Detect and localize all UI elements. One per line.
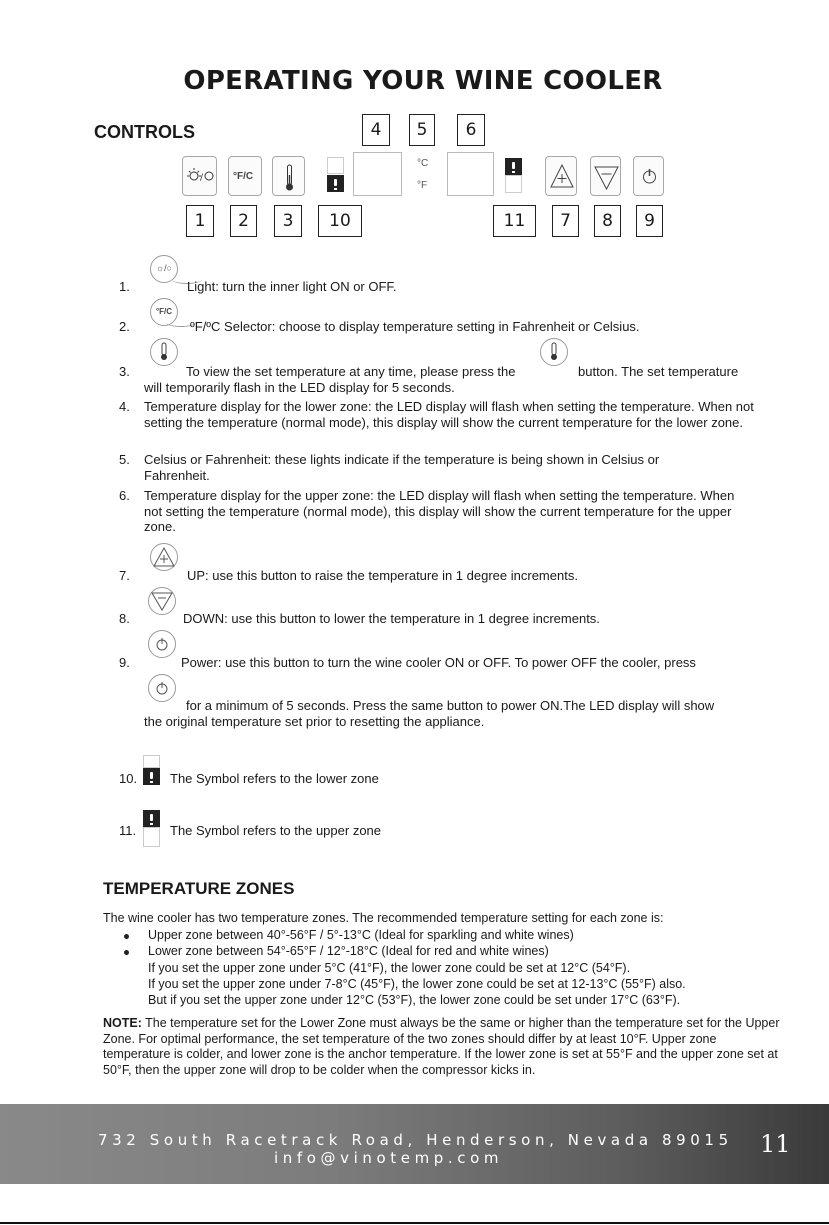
zones-subline-1: If you set the upper zone under 5°C (41°F), the lower zone could be set at 12°C (54°F). — [148, 961, 631, 975]
callout-11: 11 — [493, 205, 536, 237]
fc-selector-icon: °F/C — [233, 171, 254, 182]
item-8-text: DOWN: use this button to lower the temperature in 1 degree increments. — [183, 611, 600, 626]
item-8-number: 8. — [119, 611, 130, 626]
callout-7: 7 — [552, 205, 579, 237]
callout-3: 3 — [274, 205, 302, 237]
zones-note — [103, 1016, 783, 1078]
view-temperature-button[interactable] — [272, 156, 305, 196]
zones-subline-2: If you set the upper zone under 7-8°C (45°F), the lower zone could be set at 12-13°C (55°F) also. — [148, 977, 686, 991]
item-5-text: Celsius or Fahrenheit: these lights indicate if the temperature is being shown in Celsius or Fahrenheit. — [144, 452, 660, 483]
zones-bullet-2: Lower zone between 54°-65°F / 12°-18°C (Ideal for red and white wines) — [148, 944, 549, 958]
lower-zone-display — [353, 152, 402, 196]
callout-6: 6 — [457, 114, 485, 146]
footer-email: info@vinotemp.com — [274, 1149, 504, 1167]
page-number: 11 — [760, 1130, 791, 1158]
upper-zone-indicator-bottom — [505, 175, 522, 193]
bullet-dot — [124, 934, 129, 939]
power-icon — [634, 157, 665, 197]
callout-10: 10 — [318, 205, 362, 237]
item-11-text: The Symbol refers to the upper zone — [170, 823, 382, 838]
thermometer-icon — [150, 338, 178, 366]
fc-selector-button[interactable] — [228, 156, 262, 196]
item-9-number: 9. — [119, 655, 130, 670]
callout-1: 1 — [186, 205, 214, 237]
lower-zone-indicator-top — [327, 157, 344, 174]
fc-selector-icon: °F/C — [150, 298, 178, 326]
up-arrow-icon — [546, 157, 578, 197]
item-9-text-cont: for a minimum of 5 seconds. Press the same button to power ON.The LED display will show — [186, 698, 715, 713]
bottom-rule — [0, 1222, 829, 1224]
item-2-number: 2. — [119, 319, 130, 334]
note-label: NOTE: — [103, 1016, 142, 1030]
callout-9: 9 — [636, 205, 663, 237]
item-9-text: Power: use this button to turn the wine cooler ON or OFF. To power OFF the cooler, press — [181, 655, 696, 670]
item-4-text: Temperature display for the lower zone: the LED display will flash when setting the temperature. When not setting the temperature (normal mode), this display will show the current temperature for the lower zone. — [144, 399, 754, 430]
lower-zone-icon — [143, 768, 160, 785]
footer-address: 732 South Racetrack Road, Henderson, Nevada 89015 — [98, 1131, 733, 1149]
item-6-text: Temperature display for the upper zone: the LED display will flash when setting the temperature. When not setting the temperature (normal mode), this display will show the current temperature for the upper zone. — [144, 488, 735, 534]
power-icon — [148, 630, 176, 658]
fahrenheit-indicator: °F — [417, 180, 428, 191]
down-arrow-icon — [591, 157, 622, 197]
temperature-zones-heading: TEMPERATURE ZONES — [103, 879, 295, 898]
item-10-number: 10. — [119, 771, 138, 786]
item-1-number: 1. — [119, 279, 130, 294]
zones-intro: The wine cooler has two temperature zones. The recommended temperature setting for each zone is: — [103, 911, 664, 925]
item-6-number: 6. — [119, 488, 130, 503]
item-3-text-cont: button. The set temperature — [578, 364, 739, 379]
item-5-number: 5. — [119, 452, 130, 467]
light-button[interactable] — [182, 156, 217, 196]
item-10-text: The Symbol refers to the lower zone — [170, 771, 379, 786]
callout-4: 4 — [362, 114, 390, 146]
item-3-number: 3. — [119, 364, 130, 379]
item-2-text: ºF/ºC Selector: choose to display temperature setting in Fahrenheit or Celsius. — [190, 319, 640, 334]
item-4-number: 4. — [119, 399, 130, 414]
item-11-number: 11. — [119, 823, 137, 838]
item-3-text-line2: will temporarily flash in the LED display for 5 seconds. — [144, 380, 455, 395]
callout-5: 5 — [409, 114, 435, 146]
up-arrow-icon — [150, 543, 178, 571]
item-9-text-line2: the original temperature set prior to resetting the appliance. — [144, 714, 485, 729]
zones-bullet-1: Upper zone between 40°-56°F / 5°-13°C (Ideal for sparkling and white wines) — [148, 928, 574, 942]
thermometer-icon — [273, 157, 306, 197]
up-button[interactable] — [545, 156, 577, 196]
note-text: The temperature set for the Lower Zone must always be the same or higher than the temperature set for the Upper Zone. For optimal performance, the set temperature of the two zones should differ by at least 10°F. Upper zone temperature is colder, and lower zone is the anchor temperature. If the lower zone is set at 55°F and the upper zone set at 50°F, then the upper zone will drop to be colder when the compressor kicks in. — [103, 1016, 780, 1077]
svg-text:/: / — [200, 173, 204, 183]
bullet-dot — [124, 950, 129, 955]
celsius-indicator: °C — [417, 158, 429, 169]
upper-zone-display — [447, 152, 494, 196]
power-icon-inline — [148, 674, 176, 702]
callout-2: 2 — [230, 205, 257, 237]
light-icon — [183, 157, 218, 197]
lower-zone-indicator — [327, 175, 344, 192]
light-icon: ☼/○ — [150, 255, 178, 283]
item-7-text: UP: use this button to raise the temperature in 1 degree increments. — [187, 568, 578, 583]
down-arrow-icon — [148, 587, 176, 615]
power-button[interactable] — [633, 156, 664, 196]
page-title: OPERATING YOUR WINE COOLER — [183, 66, 663, 96]
down-button[interactable] — [590, 156, 621, 196]
upper-zone-icon — [143, 810, 160, 827]
zones-subline-3: But if you set the upper zone under 12°C (53°F), the lower zone could be set under 17°C (63°F). — [148, 993, 681, 1007]
controls-heading: CONTROLS — [94, 122, 195, 142]
footer-band — [0, 1104, 829, 1184]
item-3-text: To view the set temperature at any time, please press the — [186, 364, 516, 379]
thermometer-icon-inline — [540, 338, 568, 366]
item-7-number: 7. — [119, 568, 130, 583]
upper-zone-indicator — [505, 158, 522, 175]
item-1-text: Light: turn the inner light ON or OFF. — [187, 279, 397, 294]
callout-8: 8 — [594, 205, 621, 237]
